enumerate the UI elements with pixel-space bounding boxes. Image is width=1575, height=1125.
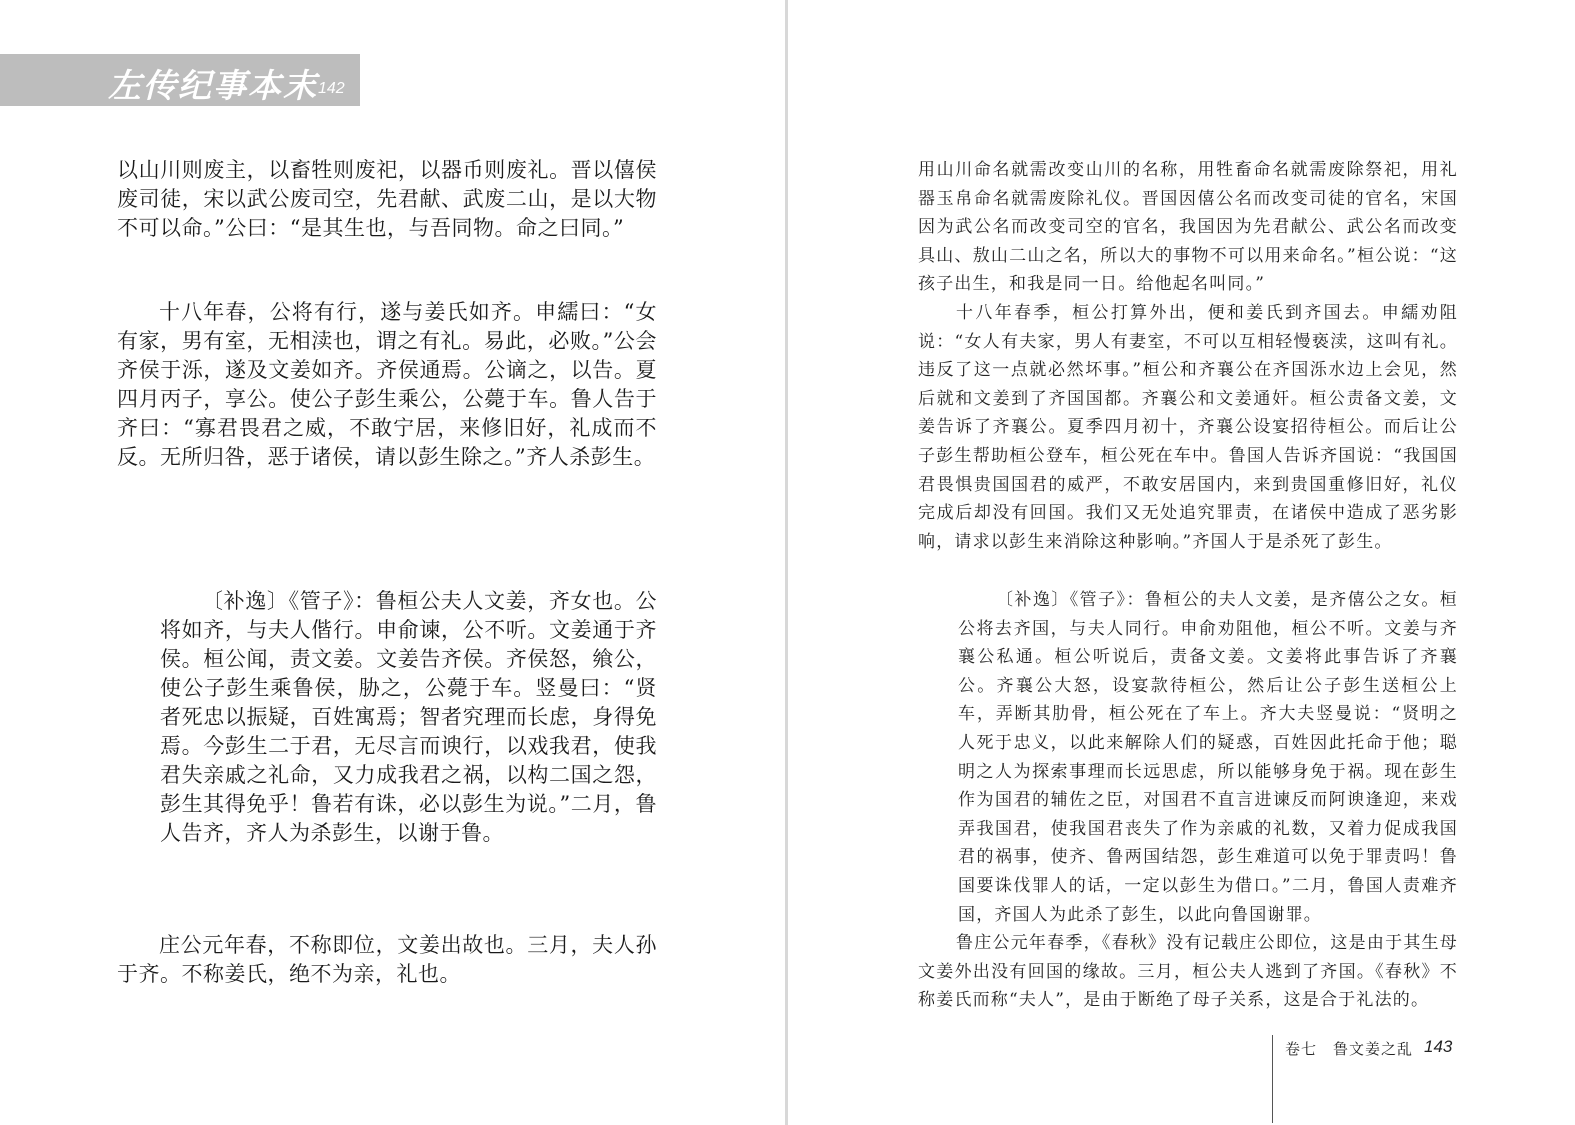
- translation-paragraph-2-text: 十八年春季，桓公打算外出，便和姜氏到齐国去。申繻劝阻说：“女人有夫家，男人有妻室，不可以互相轻慢亵渎，这叫有礼。违反了这一点就必然坏事。”桓公和齐襄公在齐国泺水边上会见，然后就和文姜到了齐国国都。齐襄公和文姜通奸。桓公责备文姜，文姜告诉了齐襄公。夏季四月初十，齐襄公设宴招待桓公。而后让公子彭生帮助桓公登车，桓公死在车中。鲁国人告诉齐国说：“我国国君畏惧贵国国君的威严，不敢安居国内，来到贵国重修旧好，礼仪完成后却没有回国。我们又无处追究罪责，在诸侯中造成了恶劣影响，请求以彭生来消除这种影响。”齐国人于是杀死了彭生。: [918, 303, 1458, 552]
- translation-paragraph-1: [918, 156, 1458, 299]
- book-title: 左传纪事本末: [108, 66, 318, 105]
- original-paragraph-2-text: 十八年春，公将有行，遂与姜氏如齐。申繻曰：“女有家，男有室，无相渎也，谓之有礼。易此，必败。”公会齐侯于泺，遂及文姜如齐。齐侯通焉。公谪之，以告。夏四月丙子，享公。使公子彭生乘公，公薨于车。鲁人告于齐曰：“寡君畏君之威，不敢宁居，来修旧好，礼成而不反。无所归咎，恶于诸侯，请以彭生除之。”齐人杀彭生。: [117, 300, 657, 469]
- original-paragraph-3: [117, 931, 657, 989]
- original-paragraph-1-text: 以山川则废主，以畜牲则废祀，以器币则废礼。晋以僖侯废司徒，宋以武公废司空，先君献、武废二山，是以大物不可以命。”公曰：“是其生也，与吾同物。命之曰同。”: [117, 158, 657, 240]
- left-page-number: 142: [318, 80, 345, 97]
- translation-paragraph-1-text: 用山川命名就需改变山川的名称，用牲畜命名就需废除祭祀，用礼器玉帛命名就需废除礼仪。晋国因僖公名而改变司徒的官名，宋国因为武公名而改变司空的官名，我国因为先君献公、武公名而改变具山、敖山二山之名，所以大的事物不可以用来命名。”桓公说：“这孩子出生，和我是同一日。给他起名叫同。”: [918, 160, 1458, 295]
- original-paragraph-1: [117, 156, 657, 243]
- translation-paragraph-3: [918, 929, 1458, 1015]
- page-gutter: [785, 0, 788, 1125]
- translation-supplement-note-text: 〔补逸〕《管子》：鲁桓公的夫人文姜，是齐僖公之女。桓公将去齐国，与夫人同行。申俞劝阻他，桓公不听。文姜与齐襄公私通。桓公听说后，责备文姜。文姜将此事告诉了齐襄公。齐襄公大怒，设宴款待桓公，然后让公子彭生送桓公上车，弄断其肋骨，桓公死在了车上。齐大夫竖曼说：“贤明之人死于忠义，以此来解除人们的疑惑，百姓因此托命于他；聪明之人为探索事理而长远思虑，所以能够身免于祸。现在彭生作为国君的辅佐之臣，对国君不直言进谏反而阿谀逢迎，来戏弄我国君，使我国君丧失了作为亲戚的礼数，又着力促成我国君的祸事，使齐、鲁两国结怨，彭生难道可以免于罪责吗！鲁国要诛伐罪人的话，一定以彭生为借口。”二月，鲁国人责难齐国，齐国人为此杀了彭生，以此向鲁国谢罪。: [958, 590, 1458, 925]
- running-footer-section: 卷七 鲁文姜之乱: [1285, 1040, 1414, 1058]
- translation-paragraph-2: [918, 299, 1458, 556]
- original-supplement-note: [160, 587, 657, 848]
- translation-supplement-note: [958, 586, 1458, 929]
- right-page-number: 143: [1424, 1037, 1453, 1056]
- footer-rule: [1272, 1035, 1273, 1123]
- original-supplement-note-text: 〔补逸〕《管子》：鲁桓公夫人文姜，齐女也。公将如齐，与夫人偕行。申俞谏，公不听。文姜通于齐侯。桓公闻，责文姜。文姜告齐侯。齐侯怒，飨公，使公子彭生乘鲁侯，胁之，公薨于车。竖曼曰：“贤者死忠以振疑，百姓寓焉；智者究理而长虑，身得免焉。今彭生二于君，无尽言而谀行，以戏我君，使我君失亲戚之礼命，又力成我君之祸，以构二国之怨，彭生其得免乎！鲁若有诛，必以彭生为说。”二月，鲁人告齐，齐人为杀彭生，以谢于鲁。: [160, 589, 657, 845]
- original-paragraph-3-text: 庄公元年春，不称即位，文姜出故也。三月，夫人孙于齐。不称姜氏，绝不为亲，礼也。: [117, 933, 657, 986]
- original-paragraph-2: [117, 298, 657, 472]
- translation-paragraph-3-text: 鲁庄公元年春季，《春秋》没有记载庄公即位，这是由于其生母文姜外出没有回国的缘故。三月，桓公夫人逃到了齐国。《春秋》不称姜氏而称“夫人”，是由于断绝了母子关系，这是合于礼法的。: [918, 933, 1458, 1011]
